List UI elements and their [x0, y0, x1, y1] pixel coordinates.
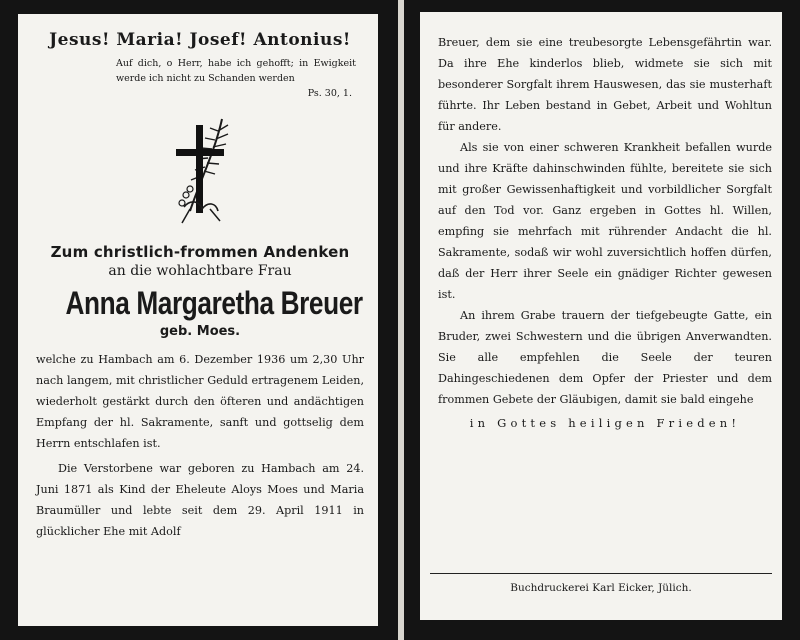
right-paragraph-2: Als sie von einer schweren Krankheit befallen wurde und ihre Kräfte dahinschwinden fühlte, bereitete sie sich mit großer Gewissenhaftigkeit und vorbildlicher Sorgfalt auf den Tod vor. Ganz ergeben in Gottes hl. Willen, empfing sie mehrfach mit rührender Andacht die hl. Sakramente, sodaß wir wohl zuversichtlich hoffen dürfen, daß der Herr ihrer Seele ein gnädiger Richter gewesen ist.	[438, 141, 772, 301]
psalm-verse-text: Auf dich, o Herr, habe ich gehofft; in Ewigkeit werde ich nicht zu Schanden werden	[116, 58, 356, 84]
psalm-verse	[116, 56, 356, 101]
right-paragraph-1: Breuer, dem sie eine treubesorgte Lebensgefährtin war. Da ihre Ehe kinderlos blieb, widmete sie sich mit besonderer Sorgfalt ihrem Hauswesen, das sie musterhaft führte. Ihr Leben bestand in Gebet, Arbeit und Wohltun für andere.	[438, 36, 772, 133]
left-body-text	[36, 349, 364, 542]
left-paragraph-1: welche zu Hambach am 6. Dezember 1936 um 2,30 Uhr nach langem, mit christlicher Geduld ertragenem Leiden, wiederholt gestärkt durch den öfteren und andächtigen Empfang der hl. Sakramente, sanft und gottselig dem Herrn entschlafen ist.	[36, 353, 364, 450]
left-paragraph-2: Die Verstorbene war geboren zu Hambach am 24. Juni 1871 als Kind der Eheleute Aloys Moes und Maria Braumüller und lebte seit dem 29. April 1911 in glücklicher Ehe mit Adolf	[36, 462, 364, 538]
right-card-paper	[420, 12, 782, 620]
cross-with-palm-icon	[160, 111, 240, 231]
psalm-reference: Ps. 30, 1.	[307, 88, 352, 99]
maiden-name: geb. Moes.	[159, 324, 241, 339]
left-card-paper	[18, 14, 378, 626]
deceased-name: Anna Margaretha Breuer	[65, 285, 363, 321]
memorial-heading: Zum christlich-frommen Andenken	[50, 243, 350, 261]
intro-line: an die wohlachtbare Frau	[108, 263, 292, 279]
right-body-text	[438, 32, 772, 410]
left-card	[0, 0, 398, 640]
printer-credit: Buchdruckerei Karl Eicker, Jülich.	[430, 573, 772, 594]
invocation-heading: Jesus! Maria! Josef! Antonius!	[49, 30, 351, 50]
closing-line: in Gottes heiligen Frieden!	[469, 416, 741, 430]
right-paragraph-3: An ihrem Grabe trauern der tiefgebeugte Gatte, ein Bruder, zwei Schwestern und die übrigen Anverwandten. Sie alle empfehlen die Seele der teuren Dahingeschiedenen dem Opfer der Priester und dem frommen Gebete der Gläubigen, damit sie bald eingehe	[438, 309, 772, 406]
right-card	[404, 0, 800, 640]
